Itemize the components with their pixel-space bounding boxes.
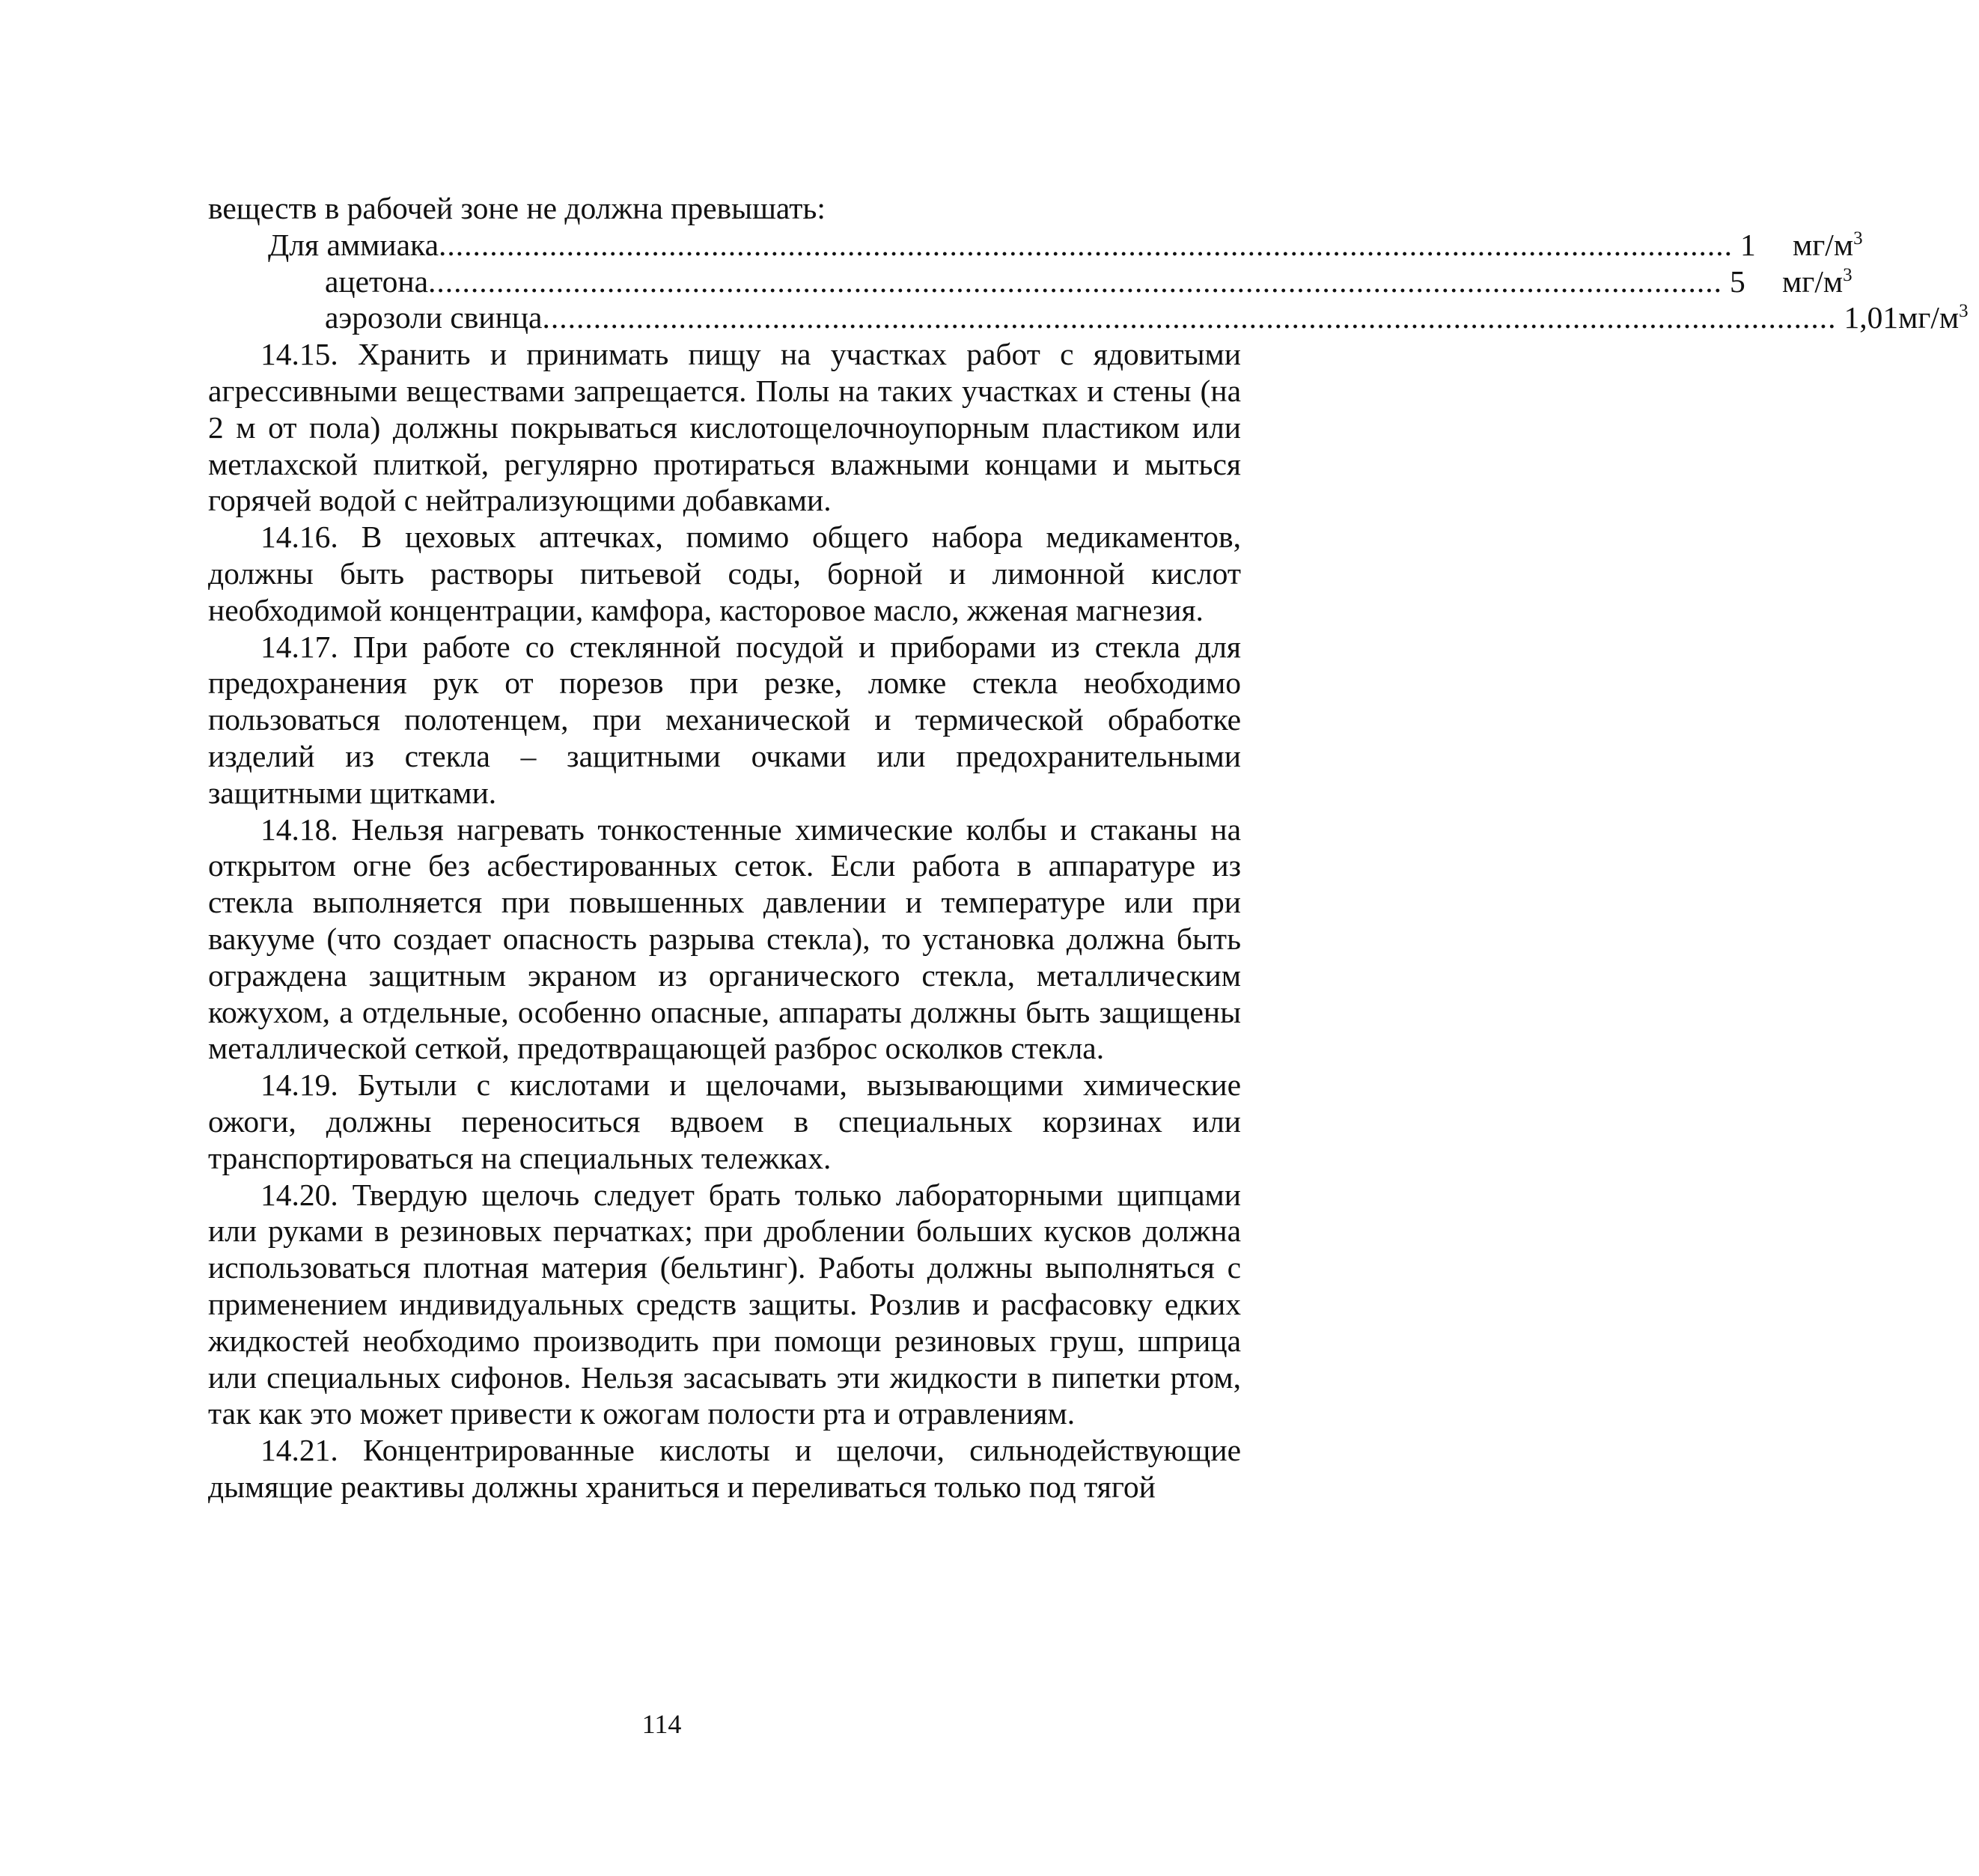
paragraph-14-21: 14.21. Концентрированные кислоты и щелочи, сильнодействующие дымящие реактивы должны храниться и переливаться только под тягой — [208, 1433, 1241, 1504]
limit-unit: $мг/м^3$ — [1782, 264, 1853, 299]
limit-value: 5 — [1730, 264, 1745, 299]
paragraph-14-16: 14.16. В цеховых аптечках, помимо общего набора медикаментов, должны быть растворы питьевой соды, борной и лимонной кислот необходимой концентрации, камфора, касторовое масло, жженая магнезия. — [208, 520, 1241, 627]
limit-name: ацетона — [325, 264, 429, 299]
lead-line: веществ в рабочей зоне не должна превышать: — [208, 191, 826, 225]
page-number: 114 — [641, 1709, 682, 1739]
body-text — [208, 190, 1969, 1505]
limits-list — [208, 227, 1969, 336]
limit-unit: $мг/м^3$ — [1793, 227, 1863, 262]
limit-name: аэрозоли свинца — [325, 300, 543, 335]
limit-row — [325, 264, 1853, 300]
limit-unit: $мг/м^3$ — [1898, 300, 1969, 335]
limit-value: 1 — [1740, 227, 1756, 262]
leader-dots: ........................................................................................................................................................ — [542, 300, 1837, 335]
paragraph-14-20: 14.20. Твердую щелочь следует брать только лабораторными щипцами или руками в резиновых перчатках; при дроблении больших кусков должна использоваться плотная материя (бельтинг). Работы должны выполняться с применением индивидуальных средств защиты. Розлив и расфасовку едких жидкостей необходимо производить при помощи резиновых груш, шприца или специальных сифонов. Нельзя засасывать эти жидкости в пипетки ртом, так как это может привести к ожогам полости рта и отравлениям. — [208, 1177, 1241, 1431]
limit-value: 1,01 — [1844, 300, 1899, 335]
limit-row — [325, 299, 1969, 336]
limit-row — [268, 227, 1863, 264]
paragraph-14-15: 14.15. Хранить и принимать пищу на участках работ с ядовитыми агрессивными веществами запрещается. Полы на таких участках и стены (на 2 м от пола) должны покрываться кислотощелочноупорным пластиком или метлахской плиткой, регулярно протираться влажными концами и мыться горячей водой с нейтрализующими добавками. — [208, 337, 1241, 518]
limit-name: Для аммиака — [268, 227, 439, 262]
paragraph-14-17: 14.17. При работе со стеклянной посудой и приборами из стекла для предохранения рук от порезов при резке, ломке стекла необходимо пользоваться полотенцем, при механической и термической обработке изделий из стекла – защитными очками или предохранительными защитными щитками. — [208, 629, 1241, 810]
leader-dots: ........................................................................................................................................................ — [428, 264, 1723, 299]
paragraph-14-18: 14.18. Нельзя нагревать тонкостенные химические колбы и стаканы на открытом огне без асбестированных сеток. Если работа в аппаратуре из стекла выполняется при повышенных давлении и температуре или при вакууме (что создает опасность разрыва стекла), то установка должна быть ограждена защитным экраном из органического стекла, металлическим кожухом, а отдельные, особенно опасные, аппараты должны быть защищены металлической сеткой, предотвращающей разброс осколков стекла. — [208, 811, 1241, 1066]
leader-dots: ........................................................................................................................................................ — [439, 227, 1733, 262]
paragraph-14-19: 14.19. Бутыли с кислотами и щелочами, вызывающими химические ожоги, должны переноситься вдвоем в специальных корзинах или транспортироваться на специальных тележках. — [208, 1068, 1241, 1175]
